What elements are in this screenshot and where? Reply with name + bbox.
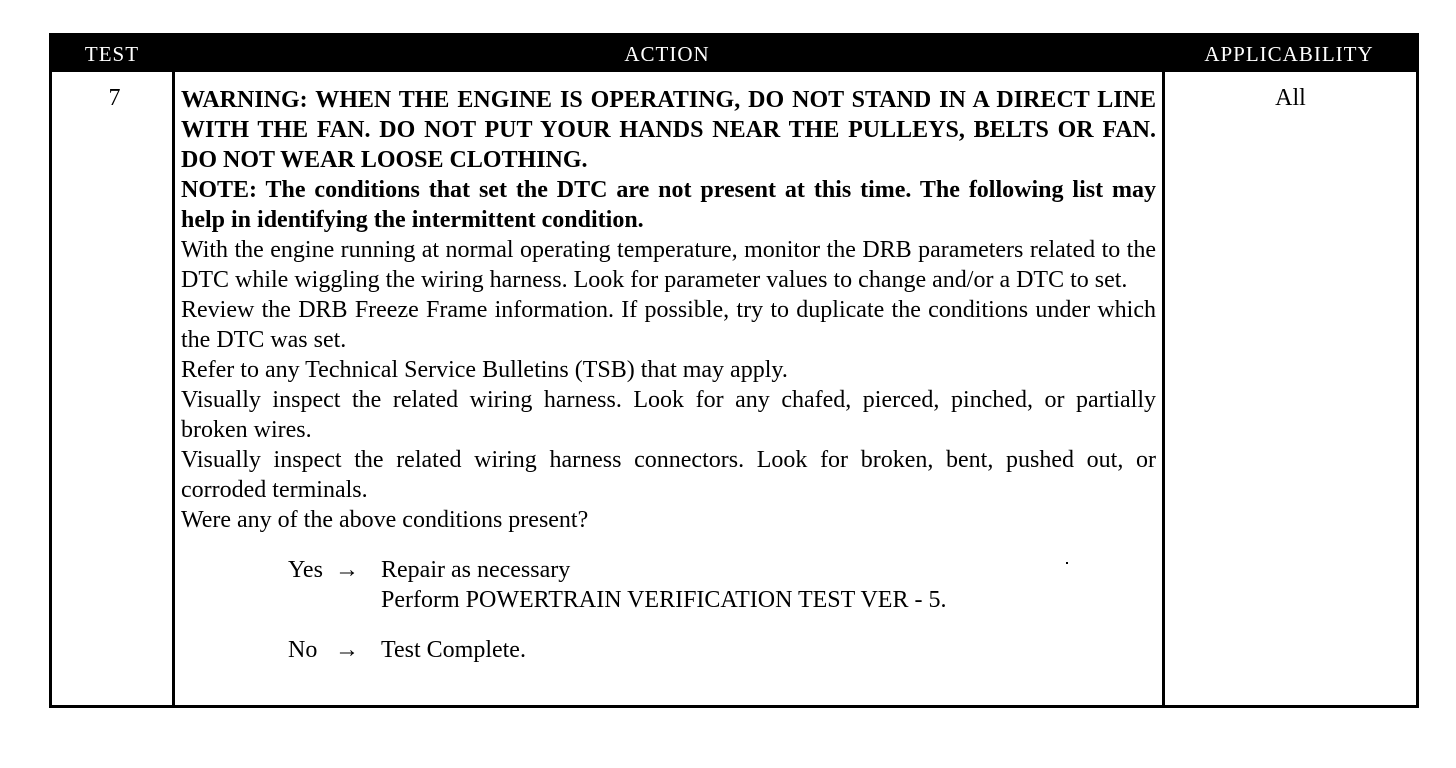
diagnostic-test-table xyxy=(49,33,1419,708)
header-applicability: APPLICABILITY xyxy=(1204,42,1374,66)
step-text: With the engine running at normal operating temperature, monitor the DRB parameters related to the DTC while wiggling the wiring harness. Look for parameter values to change and/or a DTC to set. xyxy=(181,237,1156,293)
warning-text: WARNING: WHEN THE ENGINE IS OPERATING, DO NOT STAND IN A DIRECT LINE WITH THE FAN. DO NOT PUT YOUR HANDS NEAR THE PULLEYS, BELTS OR FAN. DO NOT WEAR LOOSE CLOTHING. xyxy=(181,87,1156,173)
header-action: ACTION xyxy=(624,42,710,66)
table-header-row xyxy=(52,36,1416,72)
right-arrow-icon: → xyxy=(335,637,359,663)
action-cell xyxy=(181,85,1156,685)
step-text: Visually inspect the related wiring harness. Look for any chafed, pierced, pinched, or partially broken wires. xyxy=(181,387,1156,443)
yes-result-line-2: Perform POWERTRAIN VERIFICATION TEST VER - 5. xyxy=(381,587,947,613)
result-choices xyxy=(181,555,1156,665)
step-text: Visually inspect the related wiring harness connectors. Look for broken, bent, pushed out, or corroded terminals. xyxy=(181,447,1156,503)
no-label: No xyxy=(288,637,318,663)
applicability-value: All xyxy=(1275,85,1306,111)
scan-speck xyxy=(1066,562,1068,564)
note-text: NOTE: The conditions that set the DTC are not present at this time. The following list may help in identifying the intermittent condition. xyxy=(181,177,1156,233)
column-divider-action-applicability xyxy=(1162,72,1165,705)
column-divider-test-action xyxy=(172,72,175,705)
yes-result-line-1: Repair as necessary xyxy=(381,557,571,583)
step-text: Review the DRB Freeze Frame information. If possible, try to duplicate the conditions under which the DTC was set. xyxy=(181,297,1156,353)
no-result: Test Complete. xyxy=(381,637,526,663)
right-arrow-icon: → xyxy=(335,557,359,583)
question-text: Were any of the above conditions present? xyxy=(181,507,589,533)
yes-label: Yes xyxy=(288,557,323,583)
header-test: TEST xyxy=(84,42,140,66)
test-number: 7 xyxy=(108,85,121,111)
no-choice xyxy=(288,635,1156,665)
step-text: Refer to any Technical Service Bulletins (TSB) that may apply. xyxy=(181,357,788,383)
yes-choice xyxy=(288,555,1156,615)
yes-result xyxy=(381,555,1156,615)
